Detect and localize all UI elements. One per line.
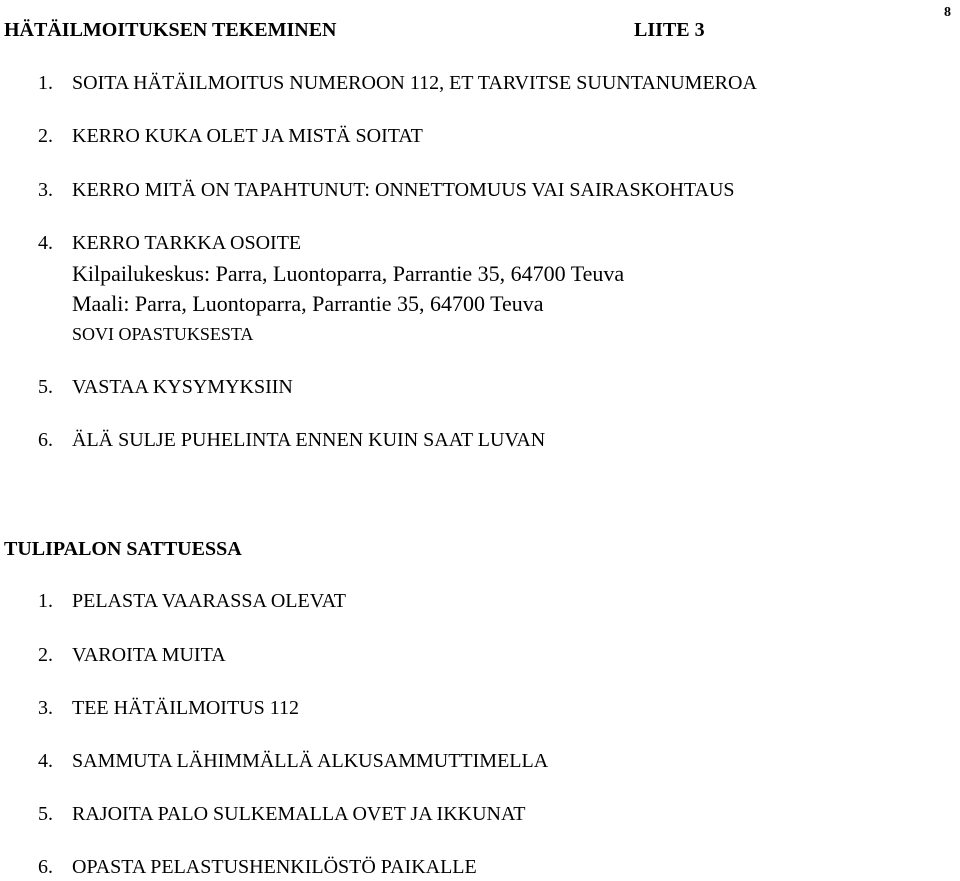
list-item bbox=[38, 853, 477, 881]
item-text: KERRO MITÄ ON TAPAHTUNUT: ONNETTOMUUS VAI SAIRASKOHTAUS bbox=[72, 179, 735, 201]
item-number: 3. bbox=[38, 179, 53, 201]
item-text: RAJOITA PALO SULKEMALLA OVET JA IKKUNAT bbox=[72, 803, 526, 825]
list-item bbox=[38, 747, 548, 775]
item-text: OPASTA PELASTUSHENKILÖSTÖ PAIKALLE bbox=[72, 856, 477, 878]
item-number: 2. bbox=[38, 125, 53, 147]
page-title: HÄTÄILMOITUKSEN TEKEMINEN bbox=[4, 19, 337, 41]
item-text: SOITA HÄTÄILMOITUS NUMEROON 112, ET TARVITSE SUUNTANUMEROA bbox=[72, 72, 757, 94]
item-text: KERRO TARKKA OSOITE bbox=[72, 232, 302, 254]
list-item bbox=[38, 176, 735, 204]
item-number: 1. bbox=[38, 590, 53, 612]
list-item bbox=[38, 69, 757, 97]
item-text: PELASTA VAARASSA OLEVAT bbox=[72, 590, 347, 612]
item-number: 6. bbox=[38, 429, 53, 451]
page-number: 8 bbox=[944, 5, 951, 20]
item-text: VAROITA MUITA bbox=[72, 644, 226, 666]
address-finish: Maali: Parra, Luontoparra, Parrantie 35, 64700 Teuva bbox=[72, 291, 544, 316]
item-text: VASTAA KYSYMYKSIIN bbox=[72, 376, 293, 398]
item-text: TEE HÄTÄILMOITUS 112 bbox=[72, 697, 300, 719]
address-note: SOVI OPASTUKSESTA bbox=[72, 324, 254, 344]
item-text: SAMMUTA LÄHIMMÄLLÄ ALKUSAMMUTTIMELLA bbox=[72, 750, 549, 772]
item-number: 5. bbox=[38, 803, 53, 825]
list-item bbox=[38, 122, 423, 150]
address-competition-center: Kilpailukeskus: Parra, Luontoparra, Parrantie 35, 64700 Teuva bbox=[72, 261, 625, 286]
list-item bbox=[38, 229, 301, 257]
item-text: KERRO KUKA OLET JA MISTÄ SOITAT bbox=[72, 125, 423, 147]
item-number: 1. bbox=[38, 72, 53, 94]
item-number: 5. bbox=[38, 376, 53, 398]
list-item bbox=[38, 587, 346, 615]
list-item bbox=[38, 373, 293, 401]
item-number: 4. bbox=[38, 750, 53, 772]
list-item bbox=[38, 694, 299, 722]
item-number: 2. bbox=[38, 644, 53, 666]
page-header bbox=[4, 5, 954, 46]
list-item bbox=[38, 426, 545, 454]
item-text: ÄLÄ SULJE PUHELINTA ENNEN KUIN SAAT LUVAN bbox=[72, 429, 546, 451]
item-number: 6. bbox=[38, 856, 53, 878]
fire-section-heading: TULIPALON SATTUESSA bbox=[4, 538, 242, 560]
item-number: 4. bbox=[38, 232, 53, 254]
list-item bbox=[38, 641, 226, 669]
item-number: 3. bbox=[38, 697, 53, 719]
annex-label: LIITE 3 bbox=[634, 19, 705, 41]
list-item bbox=[38, 800, 525, 828]
